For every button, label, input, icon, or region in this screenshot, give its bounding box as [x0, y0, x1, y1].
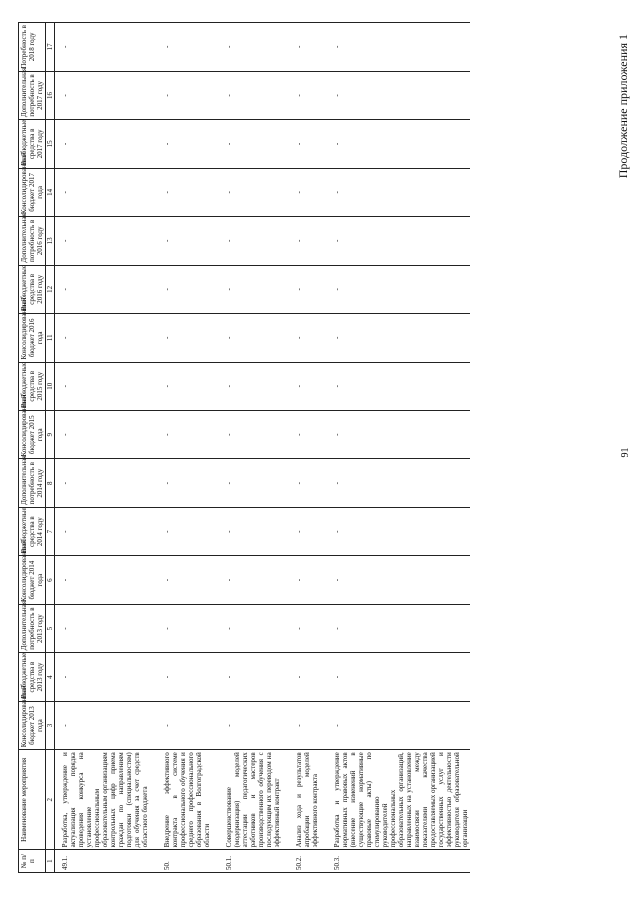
table-body	[55, 23, 471, 873]
value-cell: -	[219, 362, 289, 410]
value-cell: -	[157, 653, 219, 701]
value-cell: -	[289, 653, 327, 701]
column-number: 16	[46, 71, 55, 119]
column-number: 1	[46, 850, 55, 873]
value-cell: -	[327, 362, 470, 410]
row-number: 50.1.	[219, 850, 289, 873]
row-number: 50.3.	[327, 850, 470, 873]
value-cell: -	[289, 217, 327, 265]
column-number: 8	[46, 459, 55, 507]
value-cell: -	[289, 265, 327, 313]
header-cell: Консолидированный бюджет 2016 года	[19, 314, 46, 362]
continuation-label: Продолжение приложения 1	[616, 34, 630, 179]
value-cell: -	[327, 265, 470, 313]
value-cell: -	[55, 459, 158, 507]
value-cell: -	[327, 701, 470, 749]
value-cell: -	[157, 459, 219, 507]
value-cell: -	[219, 653, 289, 701]
value-cell: -	[327, 217, 470, 265]
table-row	[327, 23, 470, 873]
value-cell: -	[327, 168, 470, 216]
value-cell: -	[157, 265, 219, 313]
value-cell: -	[289, 410, 327, 458]
value-cell: -	[289, 701, 327, 749]
column-number: 11	[46, 314, 55, 362]
row-number: 50.	[157, 850, 219, 873]
header-cell: Внебюджетные средства в 2016 году	[19, 265, 46, 313]
header-cell: Консолидированный бюджет 2014 года	[19, 556, 46, 604]
table-row	[289, 23, 327, 873]
value-cell: -	[157, 23, 219, 72]
value-cell: -	[55, 701, 158, 749]
header-cell: Дополнительная потребность в 2013 году	[19, 604, 46, 652]
header-cell: Дополнительная потребность в 2017 году	[19, 71, 46, 119]
value-cell: -	[289, 556, 327, 604]
value-cell: -	[219, 23, 289, 72]
value-cell: -	[55, 23, 158, 72]
value-cell: -	[327, 71, 470, 119]
row-name: Разработка и утверждение нормативных правовых актов (внесение изменений в существующие нормативные правовые акты) по стимулированию руководителей профессиональных образовательных организаций, направленных на установление взаимосвязи между показателями качества предоставляемых организацией государственных услуг и эффективностью деятельности руководителя образовательной организации	[327, 750, 470, 850]
value-cell: -	[327, 507, 470, 555]
value-cell: -	[219, 701, 289, 749]
row-name: Внедрение эффективного контракта в системе профессионального обучения и среднего профессионального образования в Волгоградской области	[157, 750, 219, 850]
column-number: 2	[46, 750, 55, 850]
value-cell: -	[327, 556, 470, 604]
value-cell: -	[219, 265, 289, 313]
value-cell: -	[219, 168, 289, 216]
column-number: 14	[46, 168, 55, 216]
value-cell: -	[289, 71, 327, 119]
value-cell: -	[55, 410, 158, 458]
column-number: 15	[46, 120, 55, 168]
value-cell: -	[157, 362, 219, 410]
value-cell: -	[55, 653, 158, 701]
header-cell: Внебюджетные средства в 2015 году	[19, 362, 46, 410]
row-name: Анализ хода и результатов апробации моделей эффективного контракта	[289, 750, 327, 850]
header-cell: Внебюджетные средства в 2014 году	[19, 507, 46, 555]
header-cell: Дополнительная потребность в 2016 году	[19, 217, 46, 265]
table-row	[55, 23, 158, 873]
value-cell: -	[219, 459, 289, 507]
value-cell: -	[327, 459, 470, 507]
value-cell: -	[219, 314, 289, 362]
value-cell: -	[55, 265, 158, 313]
value-cell: -	[157, 701, 219, 749]
row-name: Разработка, утверждение и актуализация порядка проведения конкурса на установление профессиональным образовательным организациям контрольных цифр приема граждан по направлениям подготовки (специальностям) для обучения за счет средств областного бюджета	[55, 750, 158, 850]
column-number: 10	[46, 362, 55, 410]
value-cell: -	[327, 653, 470, 701]
header-cell: Консолидированный бюджет 2017 года	[19, 168, 46, 216]
value-cell: -	[157, 556, 219, 604]
value-cell: -	[219, 556, 289, 604]
value-cell: -	[55, 507, 158, 555]
value-cell: -	[157, 71, 219, 119]
column-number: 4	[46, 653, 55, 701]
column-number: 3	[46, 701, 55, 749]
table-row	[157, 23, 219, 873]
value-cell: -	[219, 507, 289, 555]
header-cell: Консолидированный бюджет 2015 года	[19, 410, 46, 458]
value-cell: -	[289, 314, 327, 362]
value-cell: -	[289, 507, 327, 555]
value-cell: -	[289, 120, 327, 168]
header-cell: Потребность в 2018 году	[19, 23, 46, 72]
row-number: 49.1.	[55, 850, 158, 873]
column-number: 7	[46, 507, 55, 555]
value-cell: -	[157, 168, 219, 216]
value-cell: -	[55, 217, 158, 265]
column-number: 12	[46, 265, 55, 313]
column-number: 17	[46, 23, 55, 72]
value-cell: -	[55, 71, 158, 119]
value-cell: -	[55, 362, 158, 410]
value-cell: -	[219, 604, 289, 652]
value-cell: -	[157, 217, 219, 265]
column-number: 6	[46, 556, 55, 604]
value-cell: -	[219, 120, 289, 168]
value-cell: -	[55, 604, 158, 652]
value-cell: -	[55, 168, 158, 216]
column-number: 13	[46, 217, 55, 265]
row-name: Совершенствование (модернизация) моделей аттестации педагогических работников и мастеров производственного обучения с последующим их переводом на эффективный контракт	[219, 750, 289, 850]
value-cell: -	[327, 314, 470, 362]
value-cell: -	[157, 410, 219, 458]
header-cell: Внебюджетные средства в 2013 году	[19, 653, 46, 701]
value-cell: -	[55, 556, 158, 604]
value-cell: -	[219, 71, 289, 119]
value-cell: -	[157, 120, 219, 168]
value-cell: -	[327, 410, 470, 458]
value-cell: -	[327, 120, 470, 168]
header-cell: № п/п	[19, 850, 46, 873]
budget-table	[18, 22, 470, 873]
value-cell: -	[219, 217, 289, 265]
header-cell: Внебюджетные средства в 2017 году	[19, 120, 46, 168]
value-cell: -	[289, 604, 327, 652]
value-cell: -	[157, 314, 219, 362]
header-cell: Дополнительная потребность в 2014 году	[19, 459, 46, 507]
value-cell: -	[219, 410, 289, 458]
value-cell: -	[289, 168, 327, 216]
column-number-row	[46, 23, 55, 873]
row-number: 50.2.	[289, 850, 327, 873]
value-cell: -	[327, 23, 470, 72]
column-number: 9	[46, 410, 55, 458]
value-cell: -	[327, 604, 470, 652]
value-cell: -	[55, 314, 158, 362]
page-number: 91	[620, 447, 631, 458]
header-row	[19, 23, 46, 873]
value-cell: -	[157, 507, 219, 555]
table-row	[219, 23, 289, 873]
header-cell: Наименование мероприятия	[19, 750, 46, 850]
value-cell: -	[289, 362, 327, 410]
value-cell: -	[289, 23, 327, 72]
value-cell: -	[157, 604, 219, 652]
header-cell: Консолидированный бюджет 2013 года	[19, 701, 46, 749]
value-cell: -	[289, 459, 327, 507]
column-number: 5	[46, 604, 55, 652]
value-cell: -	[55, 120, 158, 168]
